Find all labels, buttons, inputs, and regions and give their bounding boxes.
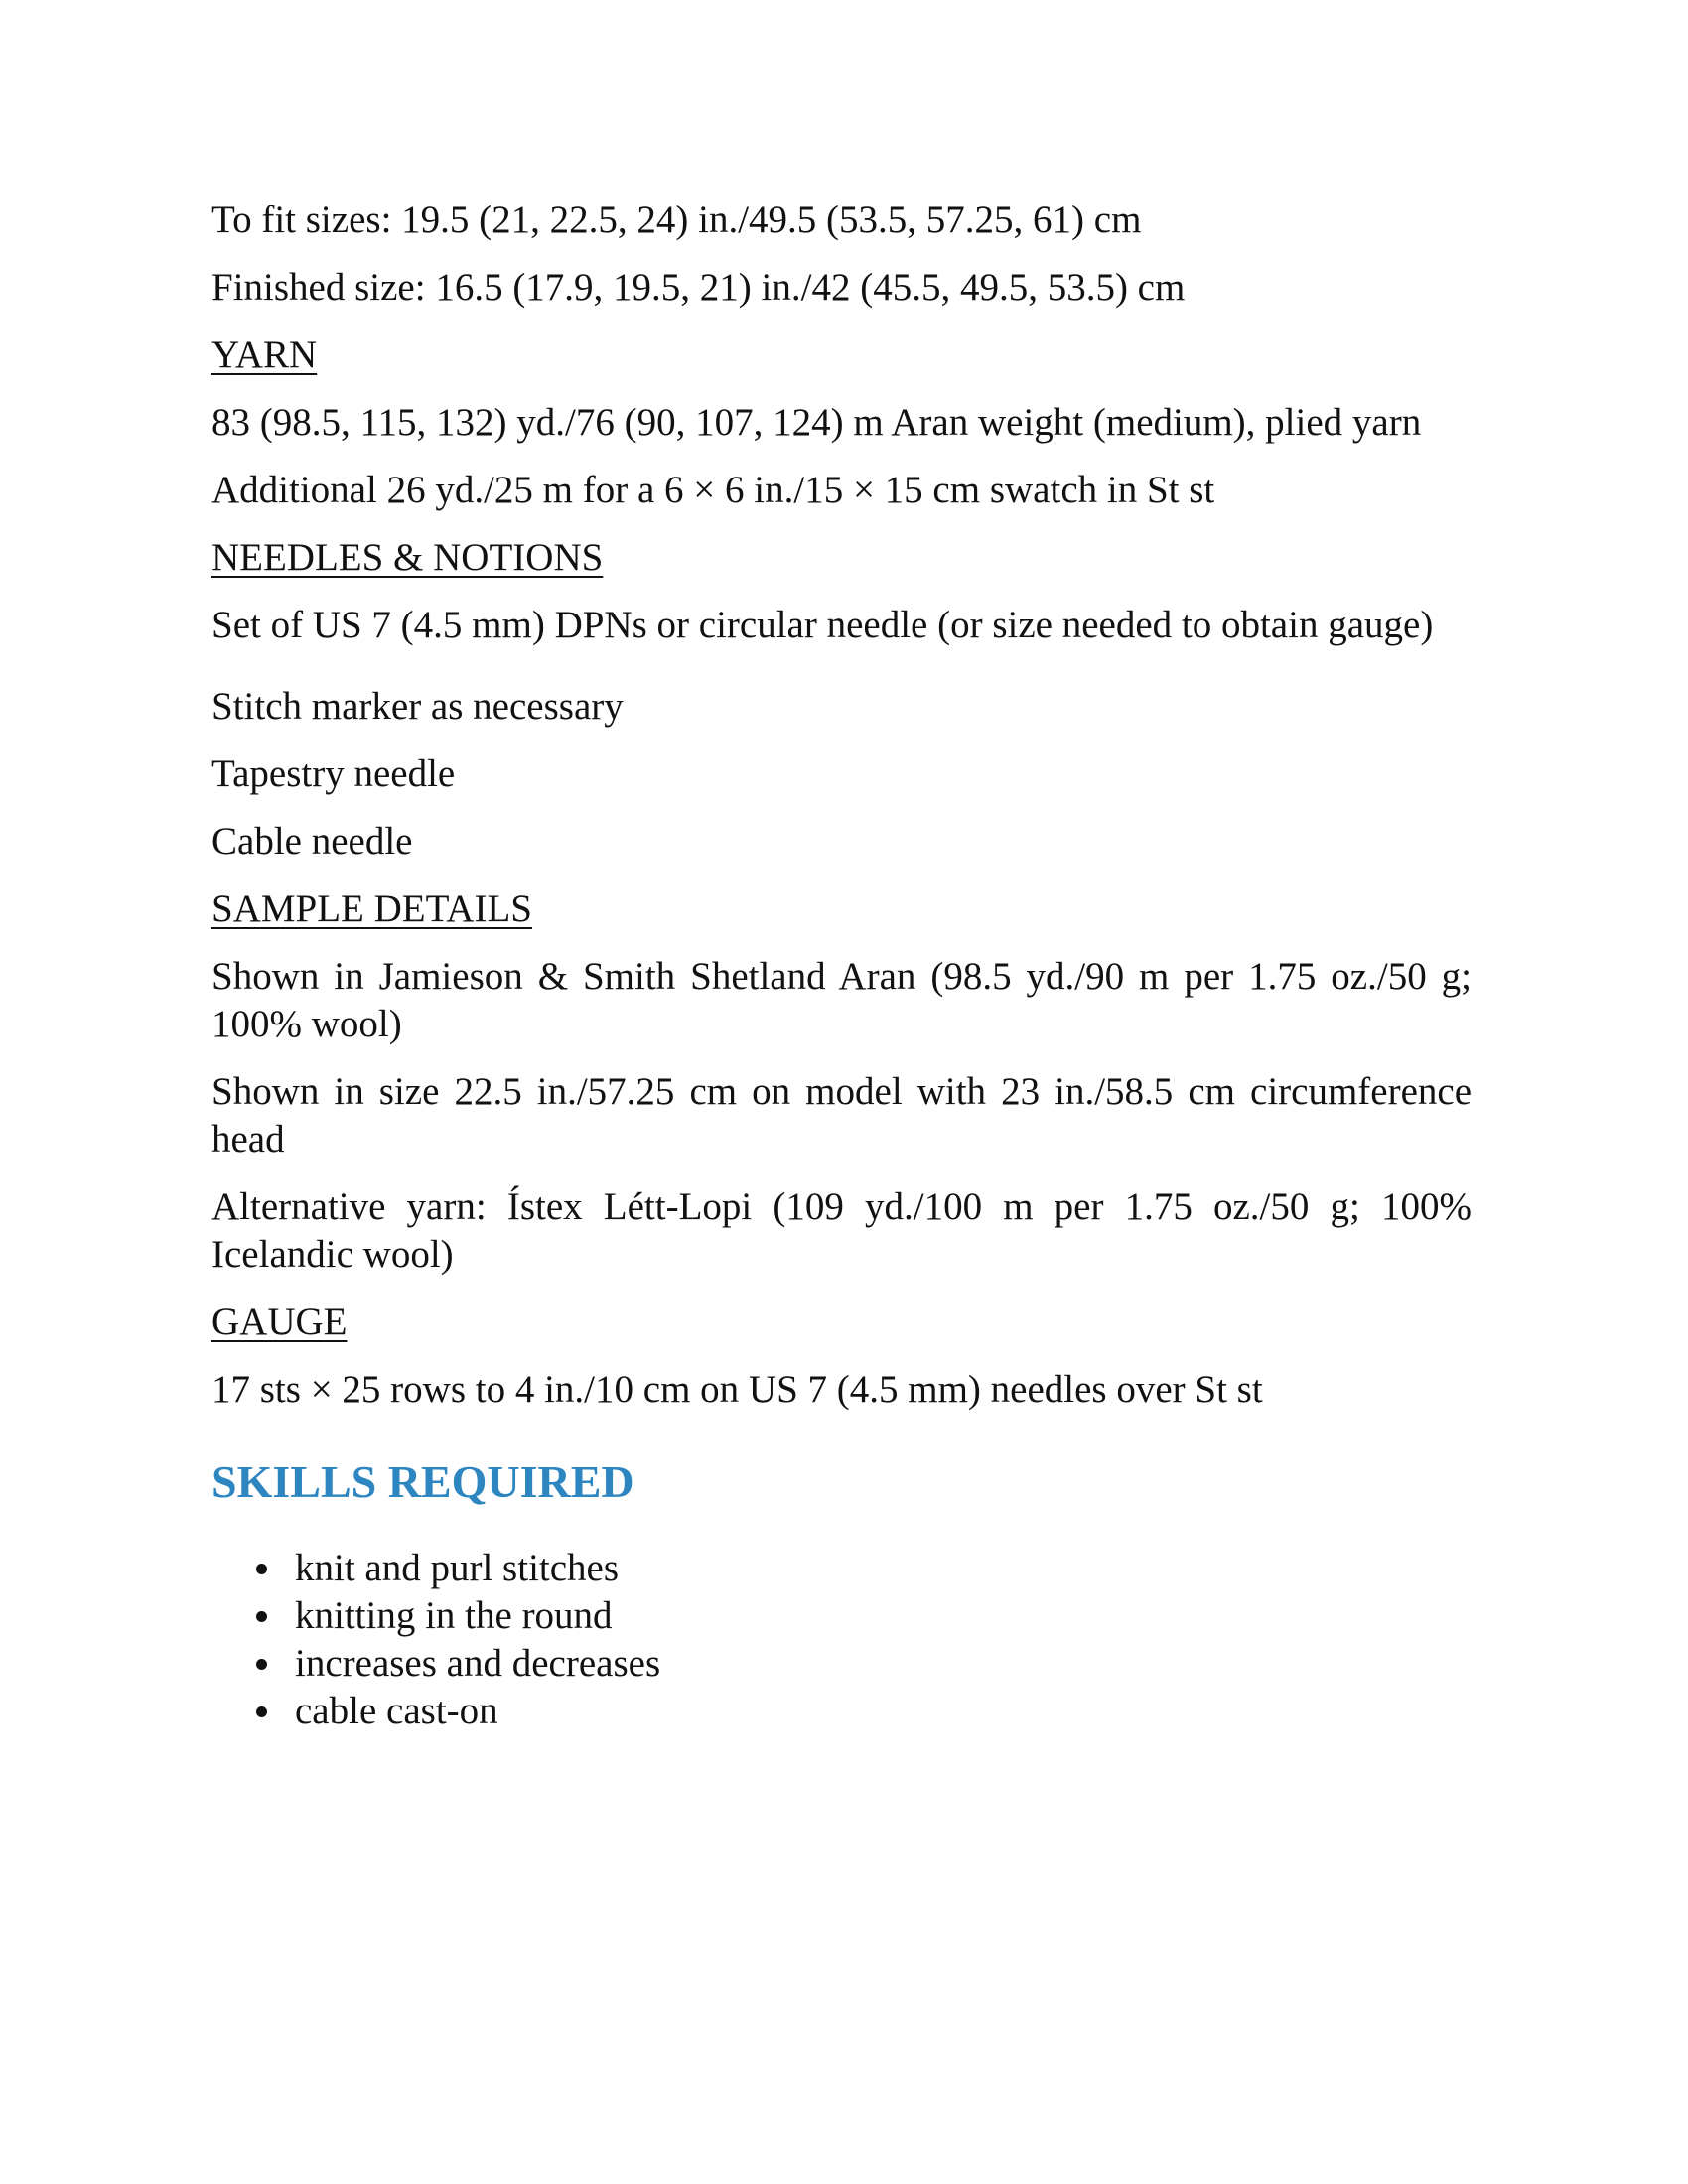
- yarn-heading: YARN: [211, 334, 318, 376]
- skills-list: [211, 1545, 1472, 1735]
- sample-heading: SAMPLE DETAILS: [211, 887, 532, 930]
- yarn-amount: 83 (98.5, 115, 132) yd./76 (90, 107, 124) m Aran weight (medium), plied yarn: [211, 401, 1422, 444]
- skills-list-item: [211, 1640, 1472, 1688]
- skills-title: SKILLS REQUIRED: [211, 1456, 634, 1507]
- bullet-icon: [256, 1611, 267, 1622]
- sample-item: Shown in Jamieson & Smith Shetland Aran (98.5 yd./90 m per 1.75 oz./50 g; 100% wool): [211, 955, 1472, 1045]
- needles-item: Tapestry needle: [211, 752, 456, 795]
- to-fit-sizes: To fit sizes: 19.5 (21, 22.5, 24) in./49.5 (53.5, 57.25, 61) cm: [211, 199, 1142, 241]
- skill-label: knit and purl stitches: [295, 1547, 620, 1589]
- skill-label: increases and decreases: [295, 1642, 661, 1685]
- needles-item: Set of US 7 (4.5 mm) DPNs or circular needle (or size needed to obtain gauge): [211, 604, 1434, 646]
- sample-item: Shown in size 22.5 in./57.25 cm on model with 23 in./58.5 cm circumference head: [211, 1070, 1472, 1160]
- needles-item: Cable needle: [211, 820, 413, 863]
- needles-item: Stitch marker as necessary: [211, 685, 624, 728]
- needles-heading: NEEDLES & NOTIONS: [211, 536, 604, 579]
- skill-label: knitting in the round: [295, 1594, 613, 1637]
- finished-size: Finished size: 16.5 (17.9, 19.5, 21) in./42 (45.5, 49.5, 53.5) cm: [211, 266, 1186, 309]
- gauge-text: 17 sts × 25 rows to 4 in./10 cm on US 7 (4.5 mm) needles over St st: [211, 1368, 1263, 1411]
- skills-list-item: [211, 1592, 1472, 1640]
- sample-item: Alternative yarn: Ístex Létt-Lopi (109 yd./100 m per 1.75 oz./50 g; 100% Icelandic wool): [211, 1185, 1472, 1276]
- bullet-icon: [256, 1659, 267, 1670]
- document-body: [211, 197, 1472, 1735]
- bullet-icon: [256, 1706, 267, 1717]
- bullet-icon: [256, 1564, 267, 1574]
- skills-list-item: [211, 1688, 1472, 1735]
- skills-list-item: [211, 1545, 1472, 1592]
- skill-label: cable cast-on: [295, 1690, 498, 1732]
- yarn-swatch: Additional 26 yd./25 m for a 6 × 6 in./15 × 15 cm swatch in St st: [211, 469, 1215, 511]
- gauge-heading: GAUGE: [211, 1300, 348, 1343]
